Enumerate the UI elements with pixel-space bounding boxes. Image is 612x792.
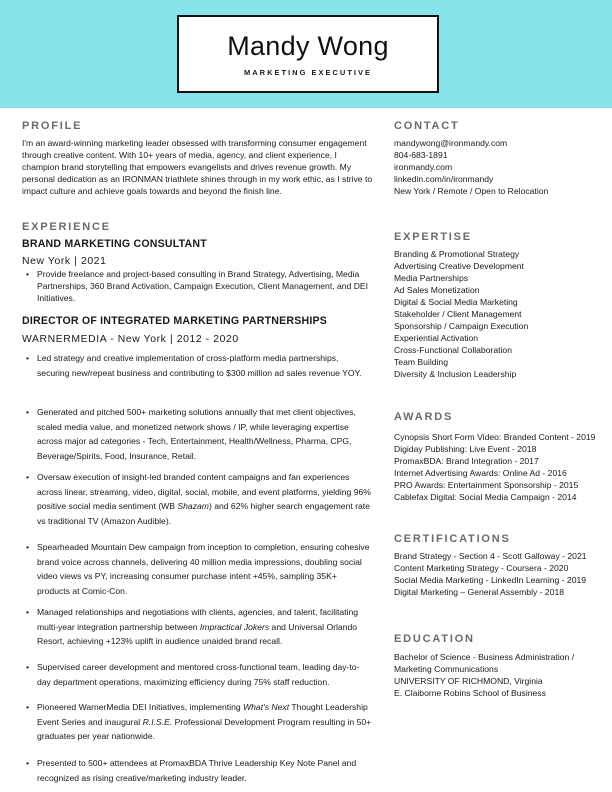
education-list [394,651,574,699]
expertise-item: Branding & Promotional Strategy [394,249,520,259]
contact-item: 804-683-1891 [394,150,448,160]
job-location: New York | 2021 [22,256,107,267]
expertise-item: Media Partnerships [394,273,469,283]
education-item: Bachelor of Science - Business Administration / [394,652,575,662]
job-title: DIRECTOR OF INTEGRATED MARKETING PARTNERSHIPS [22,315,328,327]
bullet-text: Spearheaded Mountain Dew campaign from inception to completion, ensuring cohesive brand voice across channels, delivering 40 million media impressions, doubling social video views vs PY, increasing consumer purchase intent +45%, sampling 35K+ products at Comic-Con. [37,542,370,596]
bullet-text: Thought Leadership Event Series and inaugural [37,702,368,727]
bullet-text: Led strategy and creative implementation of cross-platform media partnerships, securing new/repeat business and contributing to $300 million ad sales revenue YOY. [37,353,362,378]
contact-item: linkedin.com/in/ironmandy [394,174,494,184]
experience-bullet [22,700,372,744]
italic-title: Shazam [177,501,209,512]
award-item: PromaxBDA: Brand Integration - 2017 [394,456,539,466]
profile-heading: PROFILE [22,120,83,132]
award-item: Cablefax Digital: Social Media Campaign - 2014 [394,492,577,502]
certification-item: Content Marketing Strategy - Coursera - 2020 [394,563,569,573]
certifications-list [394,550,587,598]
experience-bullet [22,268,372,304]
candidate-title: MARKETING EXECUTIVE [243,68,372,77]
expertise-item: Advertising Creative Development [394,261,524,271]
education-item: E. Claiborne Robins School of Business [394,688,546,698]
contact-item: mandywong@ironmandy.com [394,138,508,148]
expertise-item: Team Building [394,357,448,367]
contact-list [394,137,548,197]
experience-bullet [22,351,372,380]
experience-bullet [22,756,372,785]
certifications-heading: CERTIFICATIONS [394,533,511,545]
award-item: Cynopsis Short Form Video: Branded Content - 2019 [394,432,596,442]
italic-title: What's Next [243,702,290,712]
bullet-text: Generated and pitched 500+ marketing solutions annually that met client objectives, scaled media value, and monetized network shows / IP, while leveraging expertise across major ad categories - Tech, Entertainment, Health/Wellness, Pharma, CPG, Beverage/Spirits, Food, Insurance, Retail. [37,407,356,461]
bullet-text: Pioneered WarnerMedia DEI Initiatives, implementing [37,702,244,712]
awards-list [394,431,595,503]
education-item: UNIVERSITY OF RICHMOND, Virginia [394,676,543,686]
award-item: Internet Advertising Awards: Online Ad - 2016 [394,468,567,478]
job-location: WARNERMEDIA - New York | 2012 - 2020 [22,334,239,345]
bullet-text: Professional Development Program resulting in 50+ graduates per year nationwide. [37,716,372,742]
expertise-item: Ad Sales Monetization [394,285,480,295]
experience-bullet [22,405,372,463]
bullet-text: Supervised career development and mentored cross-functional team, leading day-to-day department operations, maximizing efficiency during 75% staff reduction. [37,662,360,687]
bullet-text: and Universal Orlando Resort, achieving +123% uplift in audience unaided brand recall. [37,621,358,647]
bullet-text: Presented to 500+ attendees at PromaxBDA Thrive Leadership Key Note Panel and recognized as rising creative/marketing industry leader. [37,758,357,783]
bullet-text: Provide freelance and project-based consulting in Brand Strategy, Advertising, Media Partnerships, 360 Brand Activation, Campaign Execution, Client Management, and DEI Initiatives. [37,269,369,303]
award-item: PRO Awards: Entertainment Sponsorship - 2015 [394,480,579,490]
bullet-text: ) and 62% higher search engagement rate vs traditional TV (Amazon Audible). [37,501,370,526]
experience-bullet [22,605,372,649]
bullet-text: Managed relationships and negotiations with clients, agencies, and talent, facilitating multi-year integration partnership between [37,607,359,632]
candidate-name: Mandy Wong [227,31,389,61]
job-title: BRAND MARKETING CONSULTANT [22,238,207,250]
profile-text: I'm an award-winning marketing leader obsessed with transforming consumer engagement through creative content. With 10+ years of media, agency, and client experience, I champion brand storytelling that empowers evangelists and drives revenue growth. My personal dedication as an IRONMAN triathlete shines through in my work ethic, as I strive to impact culture and achieve goals towards and beyond the finish line. [22,138,373,196]
awards-heading: AWARDS [394,411,454,423]
education-item: Marketing Communications [394,664,499,674]
contact-heading: CONTACT [394,120,460,132]
certification-item: Brand Strategy - Section 4 - Scott Galloway - 2021 [394,551,587,561]
contact-item: New York / Remote / Open to Relocation [394,186,549,196]
certification-item: Social Media Marketing - LinkedIn Learning - 2019 [394,575,587,585]
education-heading: EDUCATION [394,633,475,645]
award-item: Digiday Publishing: Live Event - 2018 [394,444,537,454]
name-box [177,15,439,93]
italic-title: R.I.S.E. [142,716,173,727]
expertise-item: Sponsorship / Campaign Execution [394,321,529,331]
expertise-item: Digital & Social Media Marketing [394,297,518,307]
experience-bullet [22,660,372,689]
experience-bullet [22,540,372,598]
bullet-text: Oversaw execution of insight-led branded content campaigns and fan experiences across linear, streaming, video, digital, social, mobile, and event platforms, yielding 96% positive social media sentiment (WB [37,472,371,512]
expertise-item: Diversity & Inclusion Leadership [394,369,517,379]
expertise-item: Stakeholder / Client Management [394,309,522,319]
experience-heading: EXPERIENCE [22,221,111,233]
experience-bullet [22,470,372,528]
expertise-item: Experiential Activation [394,333,479,343]
italic-title: Impractical Jokers [199,621,270,632]
expertise-list [394,248,528,380]
certification-item: Digital Marketing – General Assembly - 2018 [394,587,565,597]
expertise-item: Cross-Functional Collaboration [394,345,512,355]
expertise-heading: EXPERTISE [394,231,472,243]
contact-item: ironmandy.com [394,162,453,172]
